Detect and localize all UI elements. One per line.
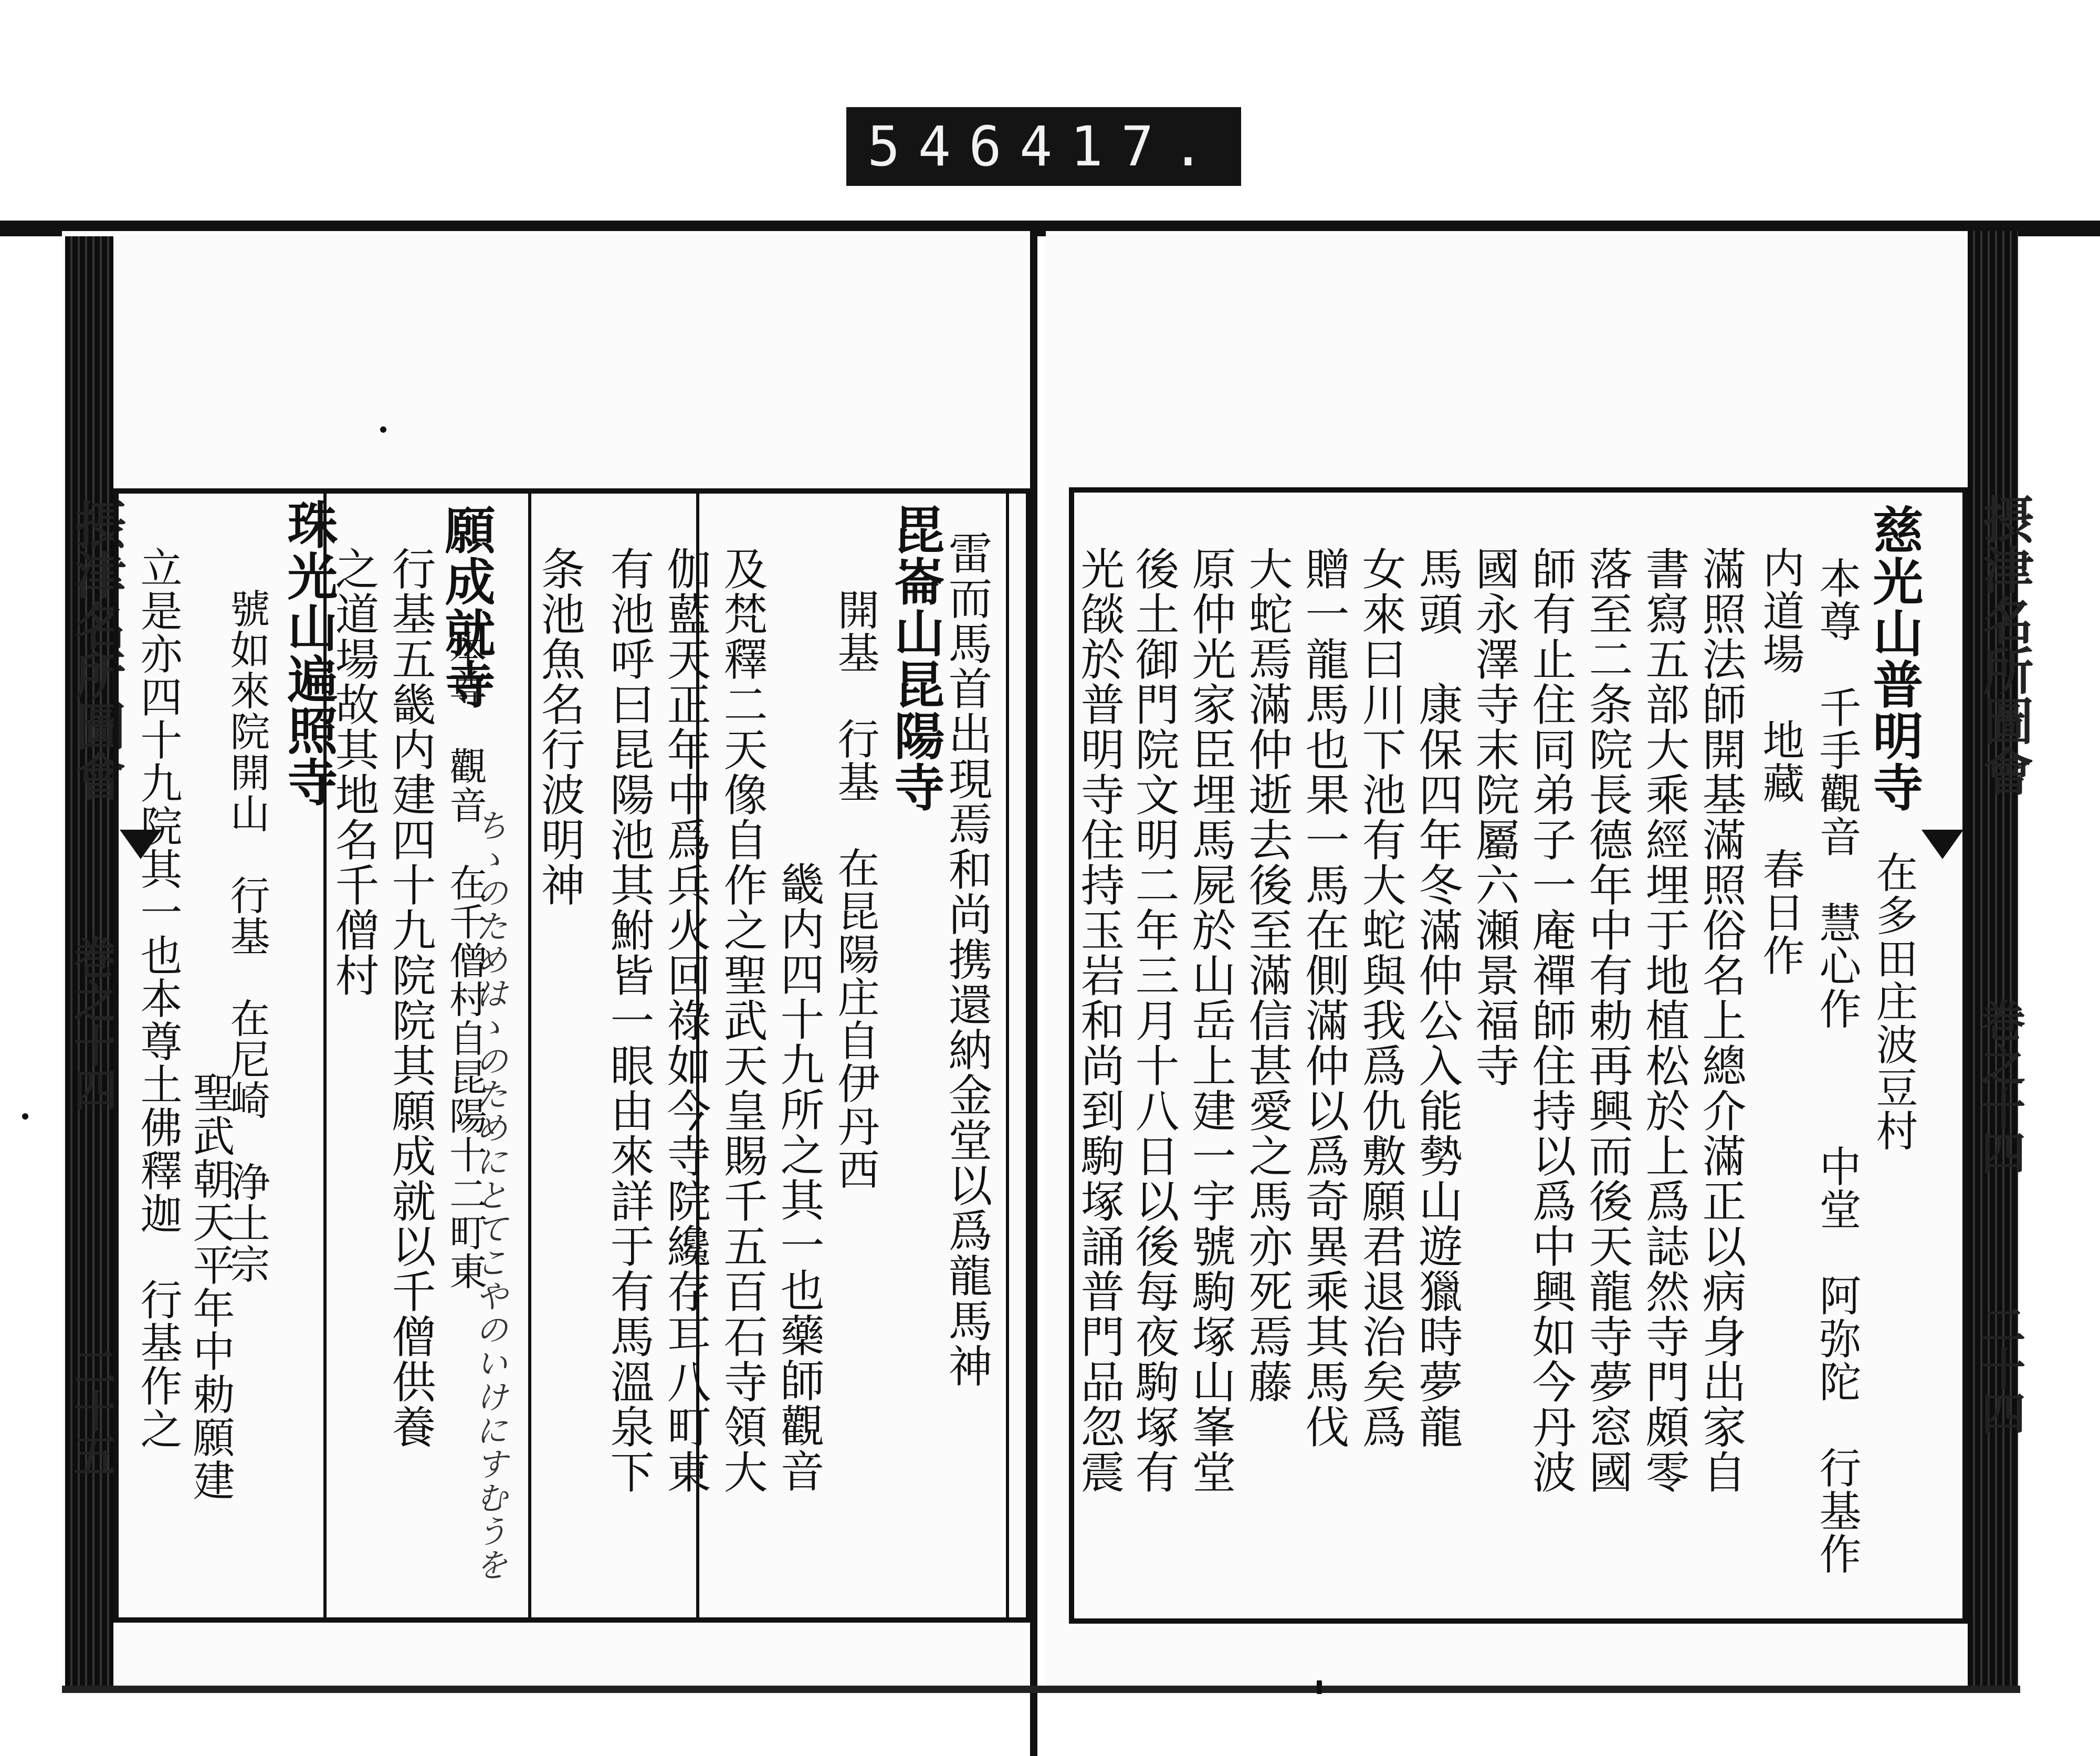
left-text-col-5: 及梵釋二天像自作之聖武天皇賜千五百石寺領大	[717, 546, 768, 1494]
right-header-chudo: 中堂 阿弥陀 行基作	[1812, 1145, 1861, 1575]
right-text-col-2: 書寫五部大乘經埋于地植松於上爲誌然寺門頗零	[1639, 546, 1690, 1494]
left-folio: 二十五	[67, 1344, 119, 1477]
plate-number-left: 546	[867, 114, 1020, 179]
left-shukozan-line-1: 號如來院開山 行基 在尼崎 浄土宗	[224, 588, 270, 1284]
right-text-col-3: 落至二条院長德年中有勅再興而後天龍寺夢窓國	[1582, 546, 1633, 1494]
right-heading-jikozan: 慈光山普明寺	[1865, 504, 1924, 813]
right-header-location: 在多田庄波豆村	[1869, 851, 1918, 1152]
left-text-col-3: 開基 行基 在昆陽庄自伊丹西	[831, 588, 879, 1191]
right-text-col-12: 光燄於普明寺住持玉岩和尚到駒塚誦普門品忽震	[1074, 546, 1125, 1494]
scan-speck	[1317, 1680, 1322, 1694]
right-text-col-6: 馬頭 康保四年冬滿仲公入能勢山遊獵時夢龍	[1412, 546, 1463, 1449]
left-heading-ganjoju: 願成就寺	[437, 504, 496, 710]
left-text-col-8: 条池魚名行波明神	[534, 546, 585, 907]
left-column-rule-2	[528, 494, 531, 1617]
left-ganjoju-line-3: 之道場故其地名千僧村	[328, 546, 380, 998]
left-handwritten-poem: ちゝのためはゝのためにとてこやのいけにすむうを	[470, 809, 508, 1582]
left-text-col-1: 雷而馬首出現焉和尚携還納金堂以爲龍馬神	[941, 530, 993, 1388]
scan-speck	[380, 426, 386, 433]
right-text-col-5: 國永澤寺末院屬六瀬景福寺	[1468, 546, 1520, 1088]
left-shukozan-line-3: 立是亦四十九院其一也本尊土佛釋迦 行基作之	[133, 546, 182, 1450]
left-margin-section: 巻之十四	[67, 935, 119, 1111]
right-text-col-4: 師有止住同弟子一庵禪師住持以爲中興如今丹波	[1525, 546, 1577, 1494]
left-heading-shukozan: 珠光山遍照寺	[279, 499, 339, 808]
right-margin-title: 摂津名所圖會	[1975, 494, 2034, 796]
right-text-col-1: 滿照法師開基滿照俗名上總介滿正以病身出家自	[1695, 546, 1747, 1494]
left-text-col-4: 畿内四十九所之其一也藥師觀音	[773, 861, 825, 1493]
plate-number-right: 417.	[1019, 114, 1223, 179]
right-page-edge	[1968, 231, 2018, 1691]
catalogue-number-plate	[846, 107, 1241, 186]
right-folio: 二十四	[1975, 1302, 2026, 1435]
left-ganjoju-line-1: 本尊 觀音 在千僧村自昆陽十二町東	[443, 630, 487, 1291]
book-spine	[1030, 221, 1037, 1756]
left-text-col-7: 有池呼曰昆陽池其鮒皆一眼由來詳于有馬溫泉下	[603, 546, 655, 1494]
right-text-col-10: 原仲光家臣埋馬屍於山岳上建一宇號駒塚山峯堂	[1185, 546, 1236, 1494]
right-header-honzon: 本尊 千手觀音 慧心作	[1812, 557, 1861, 1030]
left-heading-konronzan: 毘崙山昆陽寺	[886, 504, 946, 813]
left-shukozan-line-2: 聖武朝天平年中勅願建	[186, 1071, 235, 1502]
right-margin-section: 巻之十四	[1975, 998, 2026, 1174]
right-text-col-7: 女來曰川下池有大蛇與我爲仇敷願君退治矣爲	[1355, 546, 1406, 1449]
right-text-col-11: 後土御門院文明二年三月十八日以後每夜駒塚有	[1128, 546, 1180, 1494]
right-header-naidojo: 内道場 地藏 春日作	[1756, 546, 1804, 977]
right-text-col-8: 贈一龍馬也果一馬在側滿仲以爲奇異乘其馬伐	[1298, 546, 1350, 1449]
left-text-col-6: 伽藍天正年中爲兵火回祿如今寺院纔存耳八町東	[660, 546, 711, 1494]
left-ganjoju-line-2: 行基五畿内建四十九院院其願成就以千僧供養	[385, 546, 436, 1449]
left-column-rule-4	[1006, 494, 1009, 1617]
right-text-col-9: 大蛇焉滿仲逝去後至滿信甚愛之馬亦死焉藤	[1242, 546, 1293, 1404]
left-margin-title: 摂津名所圖會	[67, 499, 127, 801]
page-bottom-edge	[62, 1686, 2020, 1693]
scan-speck	[22, 1113, 28, 1120]
